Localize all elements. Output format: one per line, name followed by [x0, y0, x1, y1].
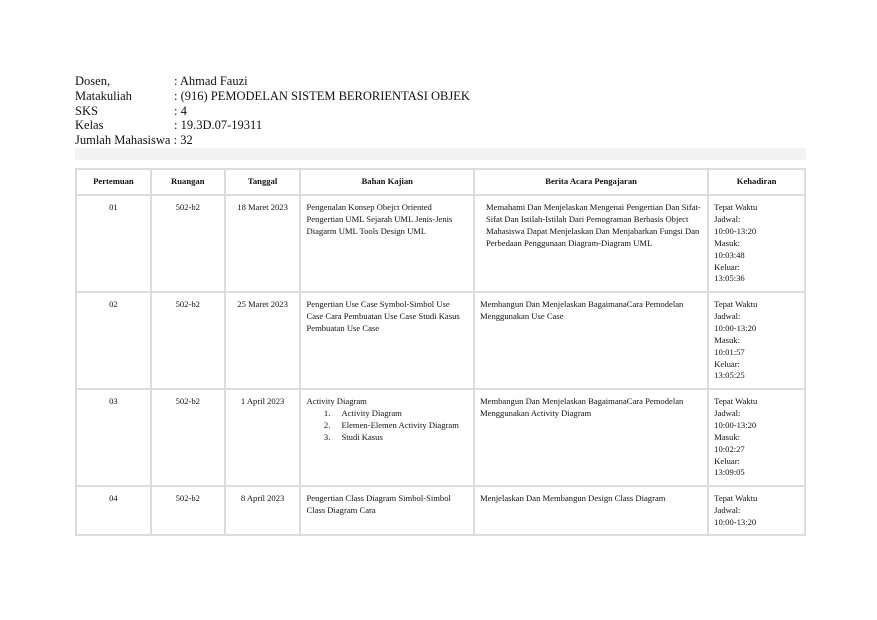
- kehadiran-jadwal-label: Jadwal:: [714, 504, 741, 515]
- kehadiran-status: Tepat Waktu: [714, 202, 758, 212]
- kehadiran-status: Tepat Waktu: [714, 396, 758, 406]
- course-header: [75, 74, 470, 148]
- cell-berita-acara: Membangun Dan Menjelaskan BagaimanaCara Pemodelan Menggunakan Use Case: [474, 292, 708, 389]
- bahan-kajian-list: [306, 408, 468, 444]
- cell-kehadiran: [708, 195, 805, 292]
- column-header-kehadiran: Kehadiran: [708, 169, 805, 195]
- kehadiran-status: Tepat Waktu: [714, 299, 758, 309]
- header-row-kelas: [75, 118, 470, 133]
- table-row: [76, 292, 805, 389]
- list-item: 3. Studi Kasus: [332, 432, 468, 444]
- kehadiran-jadwal-value: 10:00-13:20: [714, 419, 757, 430]
- cell-ruangan: 502-b2: [151, 292, 225, 389]
- bahan-kajian-title: Activity Diagram: [306, 396, 367, 406]
- kehadiran-keluar-value: 13:09:05: [714, 467, 745, 478]
- cell-bahan-kajian: Pengertian Use Case Symbol-Simbol Use Case Cara Pembuatan Use Case Studi Kasus Pembuatan Use Case: [300, 292, 474, 389]
- cell-kehadiran: [708, 292, 805, 389]
- kehadiran-masuk-value: 10:02:27: [714, 443, 745, 454]
- kehadiran-masuk-label: Masuk:: [714, 237, 740, 248]
- cell-bahan-kajian: Pengertian Class Diagram Simbol-Simbol Class Diagram Cara: [300, 486, 474, 535]
- column-header-tanggal: Tanggal: [225, 169, 301, 195]
- header-row-dosen: [75, 74, 470, 89]
- table-row: [76, 389, 805, 486]
- kehadiran-masuk-value: 10:01:57: [714, 346, 745, 357]
- kehadiran-keluar-label: Keluar:: [714, 358, 740, 369]
- header-label: SKS: [75, 103, 98, 118]
- header-label: Dosen,: [75, 74, 111, 88]
- list-item: 1. Activity Diagram: [332, 408, 468, 420]
- kehadiran-jadwal-value: 10:00-13:20: [714, 322, 757, 333]
- cell-pertemuan: 04: [76, 486, 151, 535]
- cell-berita-acara: Memahami Dan Menjelaskan Mengenai Pengertian Dan Sifat-Sifat Dan Istilah-Istilah Dari Pemograman Berbasis Object Mahasiswa Dapat Menjelaskan Dan Menjabarkan Fungsi Dan Perbedaan Penggunaan Diagram-Diagram UML: [474, 195, 708, 292]
- kehadiran-jadwal-label: Jadwal:: [714, 407, 741, 418]
- cell-bahan-kajian: [300, 389, 474, 486]
- header-value: : 4: [174, 103, 187, 118]
- cell-ruangan: 502-b2: [151, 195, 225, 292]
- cell-ruangan: 502-b2: [151, 389, 225, 486]
- header-value: : Ahmad Fauzi: [174, 74, 248, 88]
- column-header-berita-acara: Berita Acara Pengajaran: [474, 169, 708, 195]
- attendance-table: [75, 168, 806, 536]
- cell-kehadiran: [708, 389, 805, 486]
- kehadiran-masuk-label: Masuk:: [714, 334, 740, 345]
- cell-pertemuan: 02: [76, 292, 151, 389]
- column-header-ruangan: Ruangan: [151, 169, 225, 195]
- header-row-matakuliah: [75, 89, 470, 104]
- kehadiran-status: Tepat Waktu: [714, 493, 758, 503]
- header-row-sks: [75, 104, 470, 119]
- header-jumlah-mahasiswa: Jumlah Mahasiswa : 32: [75, 133, 193, 148]
- kehadiran-keluar-value: 13:05:25: [714, 370, 745, 381]
- kehadiran-jadwal-value: 10:00-13:20: [714, 516, 757, 527]
- cell-kehadiran: [708, 486, 805, 535]
- header-label: Kelas: [75, 118, 104, 133]
- cell-pertemuan: 03: [76, 389, 151, 486]
- kehadiran-keluar-label: Keluar:: [714, 455, 740, 466]
- column-header-bahan-kajian: Bahan Kajian: [300, 169, 474, 195]
- column-header-pertemuan: Pertemuan: [76, 169, 151, 195]
- cell-bahan-kajian: Pengenalan Konsep Obejct Oriented Pengertian UML Sejarah UML Jenis-Jenis Diagarm UML Tools Design UML: [300, 195, 474, 292]
- section-divider: [75, 148, 806, 160]
- kehadiran-masuk-value: 10:03:48: [714, 249, 745, 260]
- kehadiran-jadwal-value: 10:00-13:20: [714, 225, 757, 236]
- table-header-row: [76, 169, 805, 195]
- header-value: : 19.3D.07-19311: [174, 118, 263, 133]
- kehadiran-jadwal-label: Jadwal:: [714, 213, 741, 224]
- cell-tanggal: 25 Maret 2023: [225, 292, 301, 389]
- cell-tanggal: 18 Maret 2023: [225, 195, 301, 292]
- cell-pertemuan: 01: [76, 195, 151, 292]
- header-label: Matakuliah: [75, 88, 132, 103]
- cell-ruangan: 502-b2: [151, 486, 225, 535]
- kehadiran-jadwal-label: Jadwal:: [714, 310, 741, 321]
- table-row: [76, 195, 805, 292]
- cell-berita-acara: Membangun Dan Menjelaskan BagaimanaCara Pemodelan Menggunakan Activity Diagram: [474, 389, 708, 486]
- kehadiran-masuk-label: Masuk:: [714, 431, 740, 442]
- header-value: : (916) PEMODELAN SISTEM BERORIENTASI OBJEK: [174, 88, 470, 103]
- cell-tanggal: 8 April 2023: [225, 486, 301, 535]
- cell-berita-acara: Menjelaskan Dan Membangun Design Class Diagram: [474, 486, 708, 535]
- header-row-jumlah: [75, 133, 470, 148]
- table-row: [76, 486, 805, 535]
- list-item: 2. Elemen-Elemen Activity Diagram: [332, 420, 468, 432]
- kehadiran-keluar-label: Keluar:: [714, 261, 740, 272]
- cell-tanggal: 1 April 2023: [225, 389, 301, 486]
- kehadiran-keluar-value: 13:05:36: [714, 273, 745, 284]
